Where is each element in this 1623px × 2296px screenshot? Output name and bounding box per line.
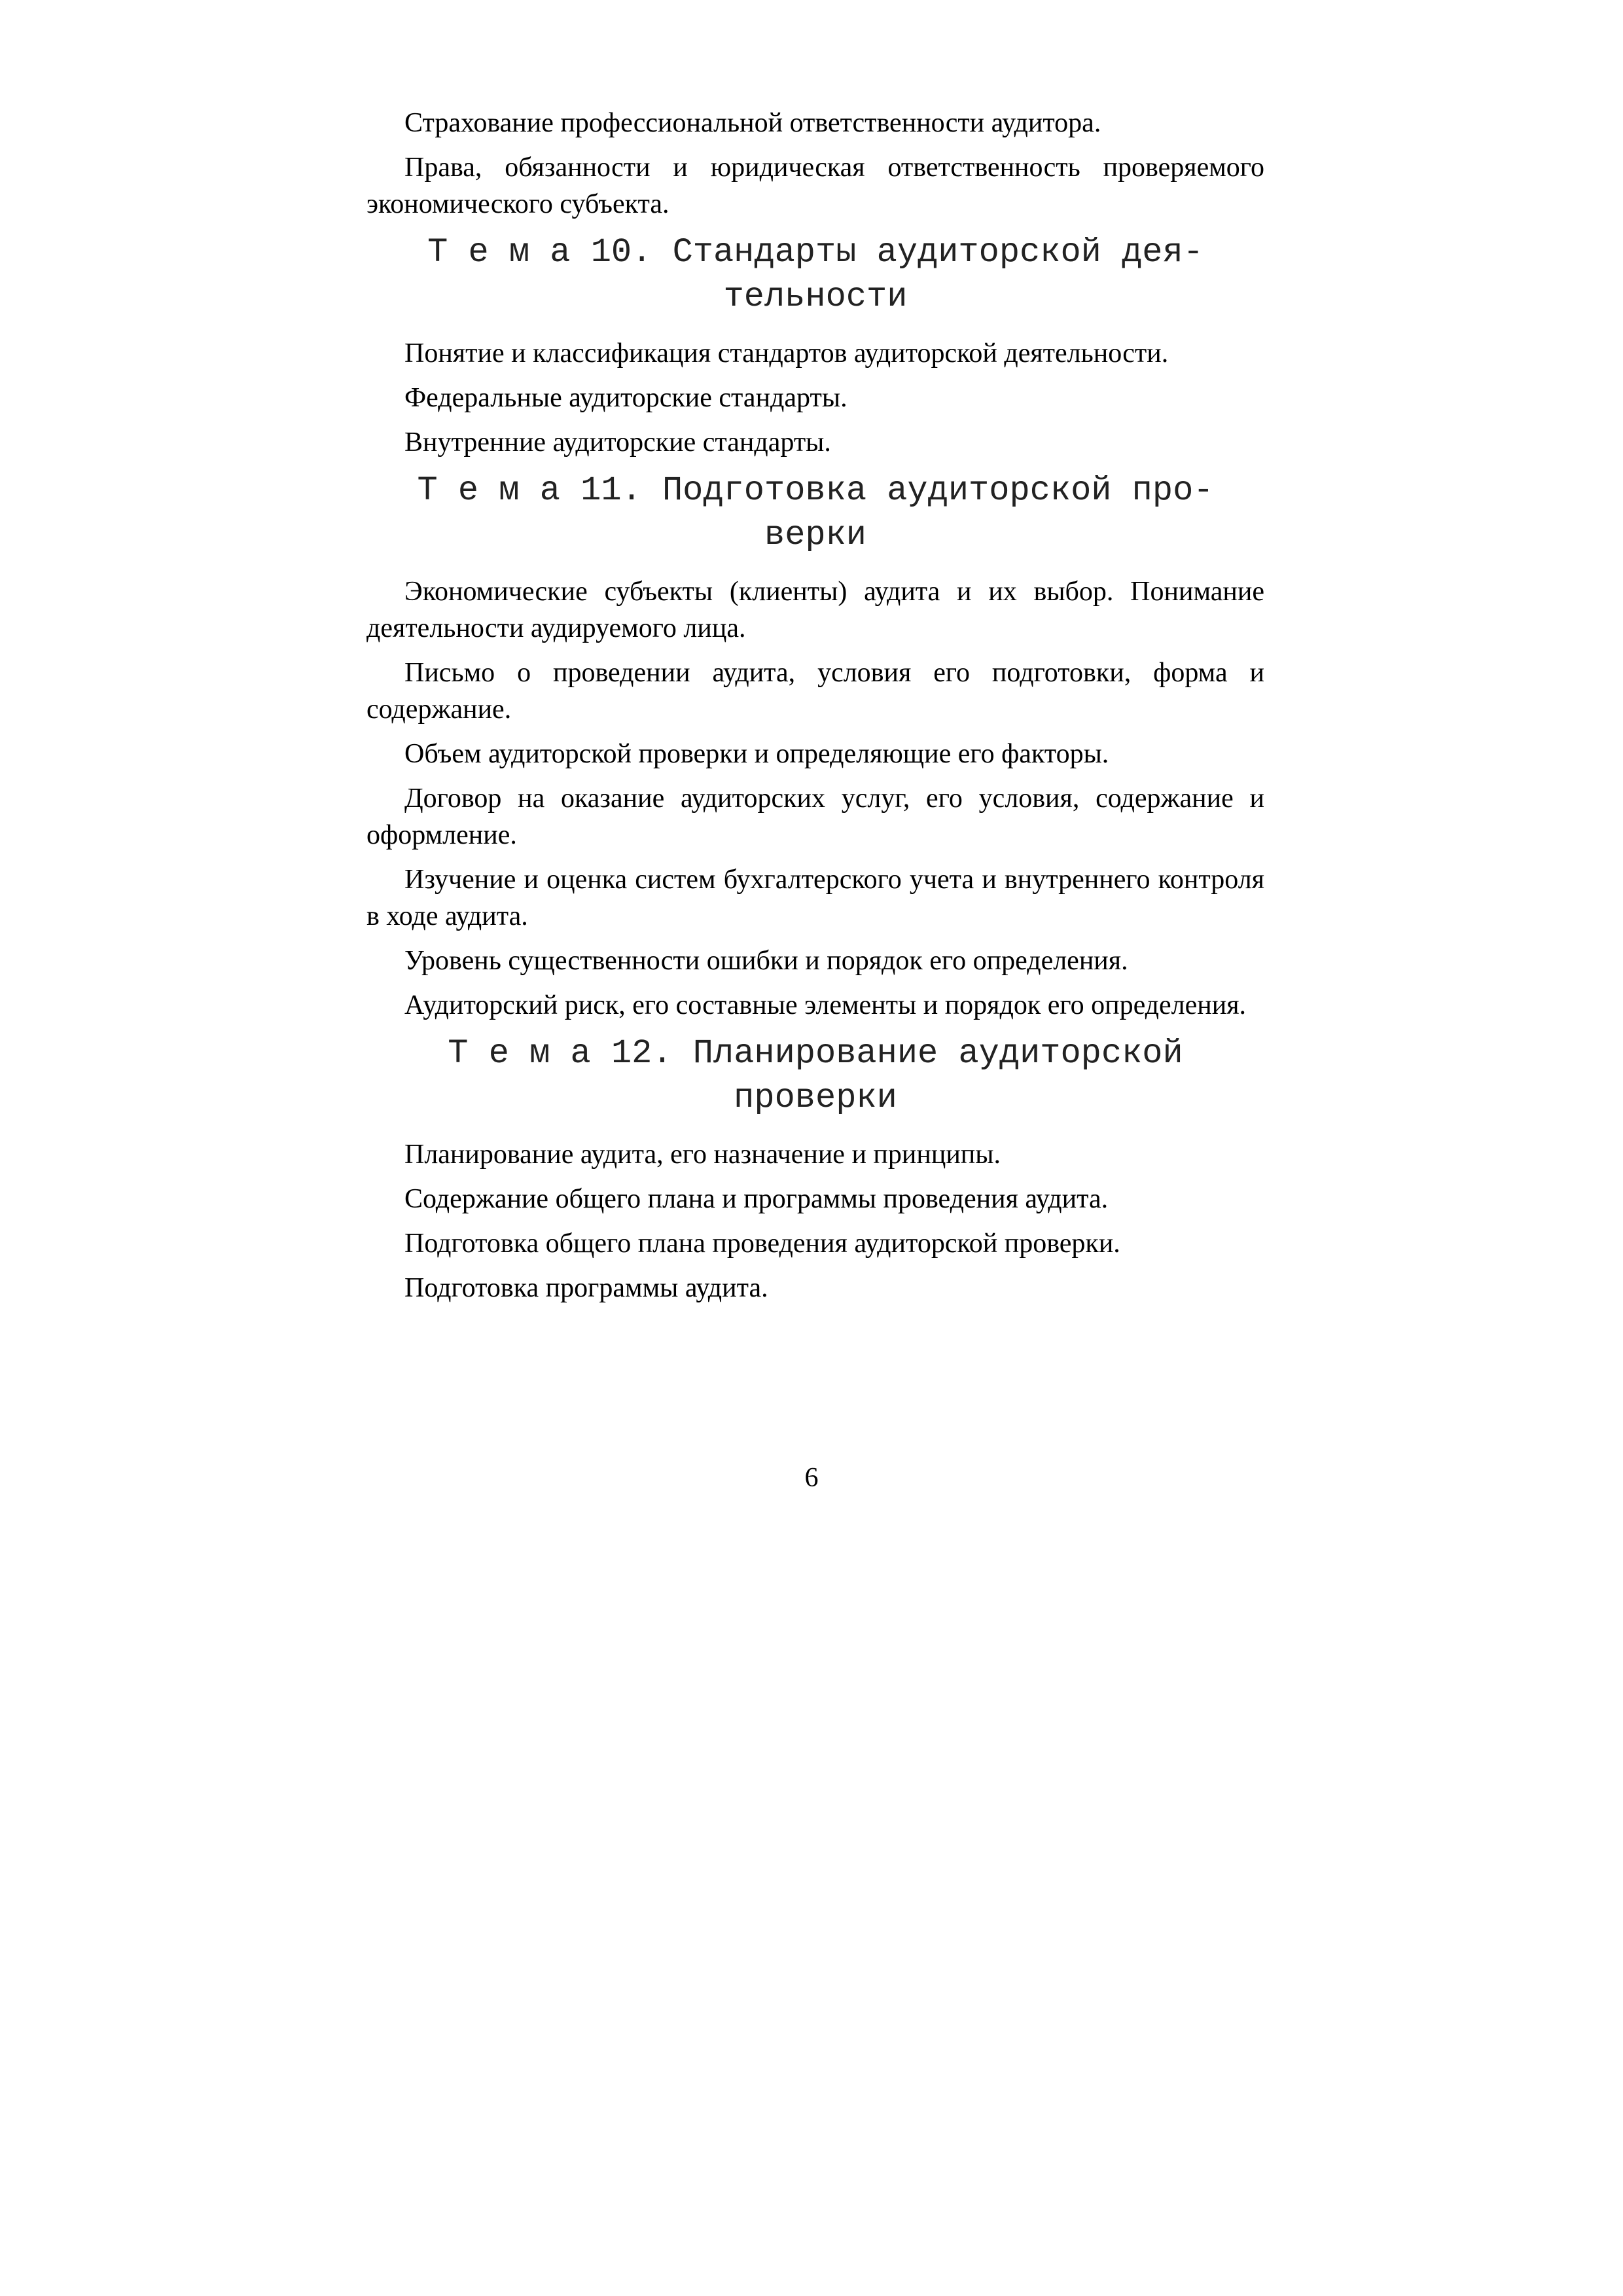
topic-item: Письмо о проведении аудита, условия его подготовки, форма и содержание. — [366, 658, 1264, 725]
topic-item: Подготовка программы аудита. — [404, 1273, 768, 1303]
topic-item: Подготовка общего плана проведения аудиторской проверки. — [404, 1229, 1120, 1259]
topic-title-line2: верки — [764, 516, 867, 554]
topic-item: Аудиторский риск, его составные элементы и порядок его определения. — [404, 990, 1247, 1020]
topic-item: Понятие и классификация стандартов аудиторской деятельности. — [404, 338, 1169, 368]
topic-item: Федеральные аудиторские стандарты. — [404, 383, 847, 413]
topic-label: Т е м а 10. — [427, 233, 652, 272]
topic-heading-11 — [366, 469, 1264, 558]
intro-paragraph: Страхование профессиональной ответственности аудитора. — [404, 108, 1101, 138]
topic-item: Экономические субъекты (клиенты) аудита и их выбор. Понимание деятельности аудируемого лица. — [366, 577, 1264, 643]
topic-item: Договор на оказание аудиторских услуг, его условия, содержание и оформление. — [366, 783, 1264, 850]
topic-heading-10 — [366, 230, 1264, 319]
topic-item: Планирование аудита, его назначение и принципы. — [404, 1139, 1001, 1170]
page-body — [366, 105, 1264, 1314]
topic-title-line2: тельности — [723, 278, 908, 316]
intro-paragraph: Права, обязанности и юридическая ответственность проверяемого экономического субъекта. — [366, 152, 1264, 219]
page-number: 6 — [804, 1463, 819, 1493]
topic-item: Объем аудиторской проверки и определяющие его факторы. — [404, 739, 1109, 769]
topic-label: Т е м а 11. — [417, 471, 642, 510]
topic-title-line2: проверки — [734, 1079, 897, 1117]
topic-title-line1: Стандарты аудиторской дея- — [672, 233, 1204, 272]
topic-label: Т е м а 12. — [448, 1034, 673, 1073]
topic-heading-12 — [366, 1031, 1264, 1121]
topic-item: Содержание общего плана и программы проведения аудита. — [404, 1184, 1109, 1214]
topic-item: Внутренние аудиторские стандарты. — [404, 427, 831, 457]
topic-title-line1: Планирование аудиторской — [692, 1034, 1183, 1073]
topic-title-line1: Подготовка аудиторской про- — [662, 471, 1214, 510]
topic-item: Изучение и оценка систем бухгалтерского учета и внутреннего контроля в ходе аудита. — [366, 865, 1264, 931]
topic-item: Уровень существенности ошибки и порядок его определения. — [404, 946, 1128, 976]
